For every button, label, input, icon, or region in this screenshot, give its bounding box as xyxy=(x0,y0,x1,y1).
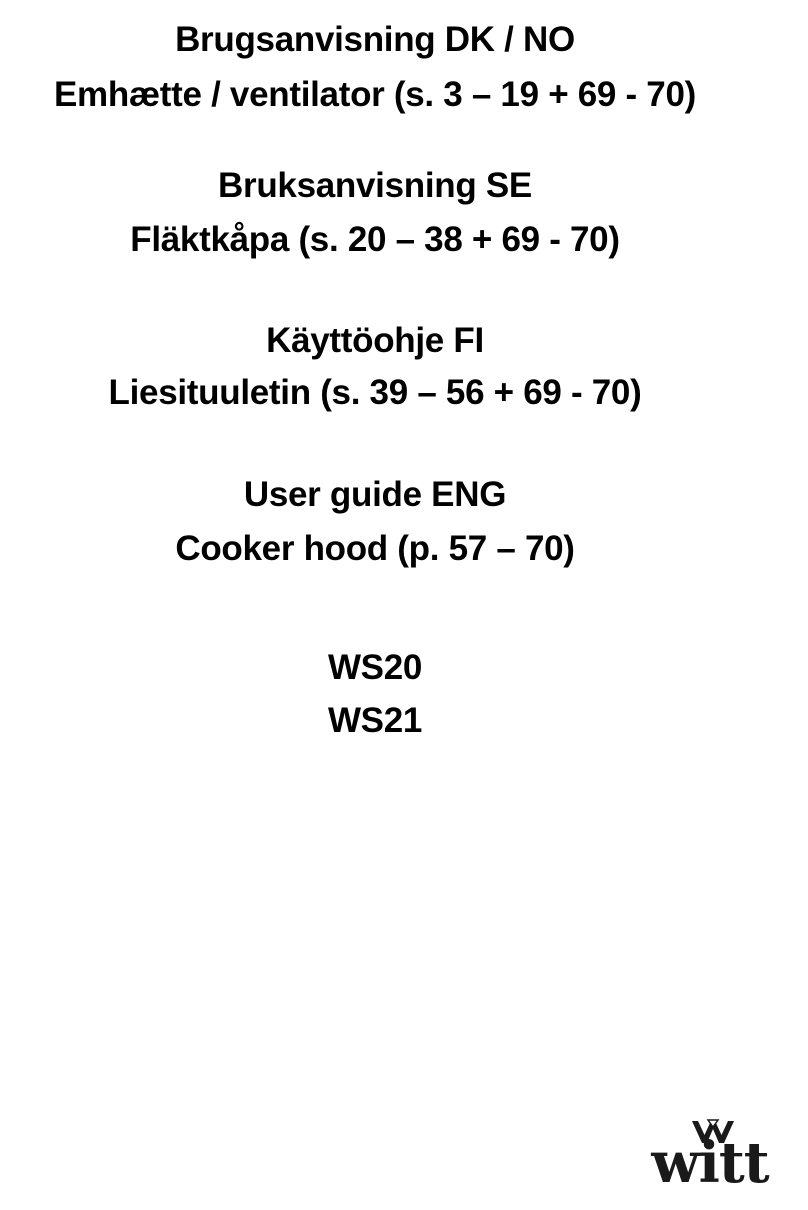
danish-norwegian-manual-title: Brugsanvisning DK / NO xyxy=(175,20,575,59)
english-product-pages: Cooker hood (p. 57 – 70) xyxy=(175,529,575,568)
witt-logo xyxy=(630,1117,790,1197)
finnish-manual-title: Käyttöohje FI xyxy=(266,321,484,360)
witt-logo-wordmark: witt xyxy=(651,1130,769,1196)
finnish-product-pages: Liesituuletin (s. 39 – 56 + 69 - 70) xyxy=(108,373,642,412)
english-manual-title: User guide ENG xyxy=(243,475,507,514)
swedish-product-pages: Fläktkåpa (s. 20 – 38 + 69 - 70) xyxy=(130,220,620,259)
model-number-ws20: WS20 xyxy=(327,648,423,687)
model-number-ws21: WS21 xyxy=(327,701,423,740)
danish-norwegian-product-pages: Emhætte / ventilator (s. 3 – 19 + 69 - 70) xyxy=(54,75,696,114)
swedish-manual-title: Bruksanvisning SE xyxy=(218,166,532,205)
